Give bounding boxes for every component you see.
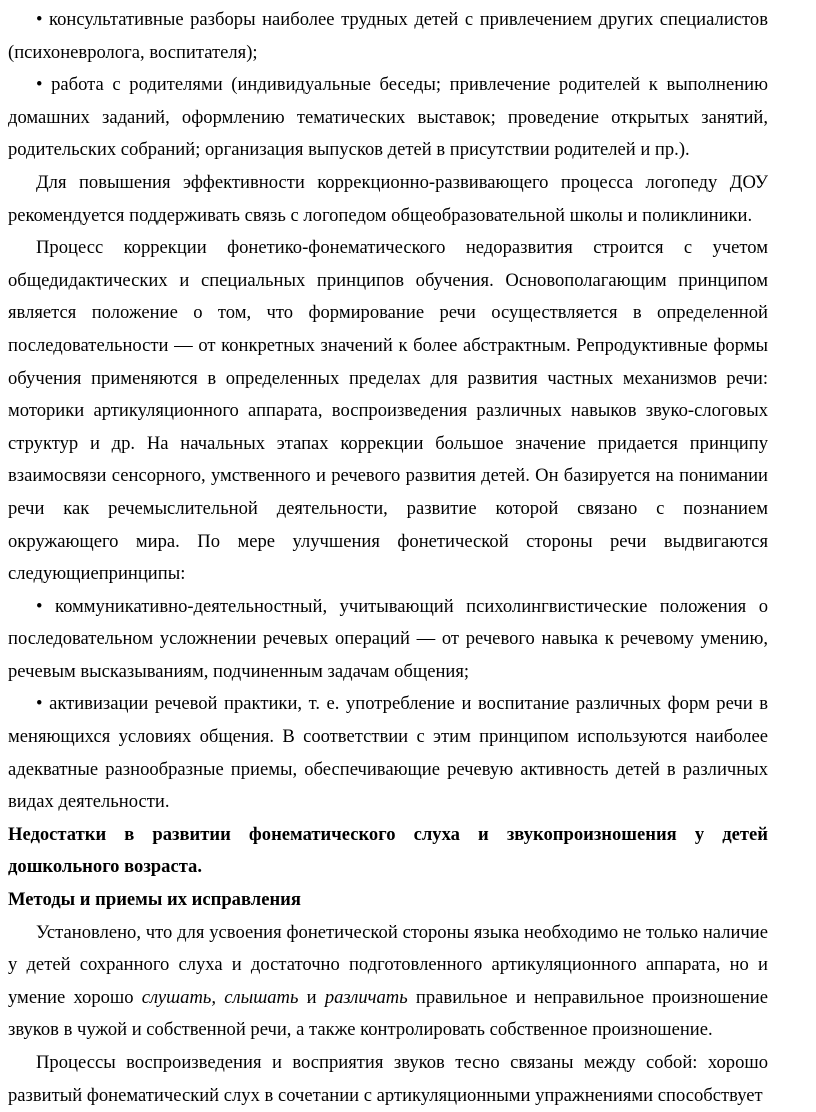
paragraph-connection: Для повышения эффективности коррекционно-развивающего процесса логопеду ДОУ рекомендуется поддерживать связь с логопедом общеобразовательной школы и поликлиники. <box>8 171 768 226</box>
established-emphasis-1: слушать, слышать <box>141 986 299 1008</box>
established-text-3: правильное и неправильное произношение звуков в чужой и собственной речи, а также контролировать собственное произношение. <box>8 986 768 1041</box>
section-heading-deficiencies: Недостатки в развитии фонематического слуха и звукопроизношения у детей дошкольного возраста. <box>8 823 768 878</box>
paragraph-processes: Процессы воспроизведения и восприятия звуков тесно связаны между собой: хорошо развитый фонематический слух в сочетании с артикуляционными упражнениями способствует <box>8 1052 768 1106</box>
paragraph-established <box>8 917 768 1047</box>
paragraph-speech-practice-principle: • активизации речевой практики, т. е. употребление и воспитание различных форм речи в меняющихся условиях общения. В соответствии с этим принципом используются наиболее адекватные разнообразные приемы, обеспечивающие речевую активность детей в различных видах деятельности. <box>8 693 768 813</box>
established-text-2: и <box>298 986 325 1008</box>
paragraph-correction-process: Процесс коррекции фонетико-фонематического недоразвития строится с учетом общедидактических и специальных принципов обучения. Основополагающим принципом является положение о том, что формирование речи осуществляется в определенной последовательности — от конкретных значений к более абстрактным. Репродуктивные формы обучения применяются в определенных пределах для развития частных механизмов речи: моторики артикуляционного аппарата, воспроизведения различных навыков звуко-слоговых структур и др. На начальных этапах коррекции большое значение придается принципу взаимосвязи сенсорного, умственного и речевого развития детей. Он базируется на понимании речи как речемыслительной деятельности, развитие которой связано с познанием окружающего мира. По мере улучшения фонетической стороны речи выдвигаются следующиепринципы: <box>8 237 768 585</box>
established-emphasis-2: различать <box>324 986 408 1008</box>
paragraph-communicative-principle: • коммуникативно-деятельностный, учитывающий психолингвистические положения о последовательном усложнении речевых операций — от речевого навыка к речевому умению, речевым высказываниям, подчиненным задачам общения; <box>8 595 768 682</box>
established-text-1: Установлено, что для усвоения фонетической стороны языка необходимо не только наличие у детей сохранного слуха и достаточно подготовленного артикуляционного аппарата, но и умение хорошо <box>8 921 768 1008</box>
paragraph-consultations: • консультативные разборы наиболее трудных детей с привлечением других специалистов (психоневролога, воспитателя); <box>8 9 768 63</box>
paragraph-parents-work: • работа с родителями (индивидуальные беседы; привлечение родителей к выполнению домашних заданий, оформлению тематических выставок; проведение открытых занятий, родительских собраний; организация выпусков детей в присутствии родителей и пр.). <box>8 74 768 161</box>
section-heading-methods: Методы и приемы их исправления <box>8 889 301 911</box>
document-page <box>8 4 768 1112</box>
